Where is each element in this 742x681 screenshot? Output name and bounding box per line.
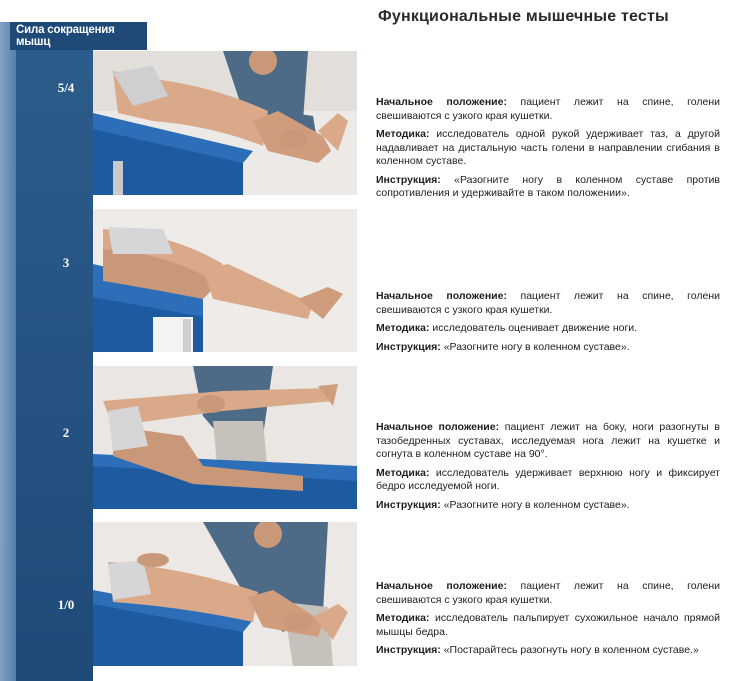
- method-label: Методика:: [376, 322, 430, 334]
- instruction-label: Инструкция:: [376, 340, 441, 353]
- method-label: Методика:: [376, 128, 430, 140]
- start-position-text: пациент лежит на спине, голени свешиваются с узкого края кушетки.: [376, 96, 720, 122]
- instruction-label: Инструкция:: [376, 644, 441, 656]
- method-paragraph: [376, 467, 720, 494]
- method-paragraph: [376, 612, 720, 639]
- band-edge-strip: [0, 22, 16, 681]
- method-paragraph: [376, 128, 720, 169]
- instruction-text: «Разогните ногу в коленном суставе».: [440, 340, 630, 353]
- grade-label-3: 3: [62, 255, 70, 270]
- instruction-text: «Постарайтесь разогнуть ногу в коленном суставе.»: [440, 644, 699, 656]
- method-text: исследователь оценивает движение ноги.: [429, 322, 638, 334]
- start-position-paragraph: [376, 580, 720, 607]
- start-position-text: пациент лежит на спине, голени свешиваются с узкого края кушетки.: [376, 290, 720, 316]
- instruction-paragraph: [376, 499, 720, 513]
- start-position-label: Начальное положение:: [376, 96, 507, 108]
- grade-label-5-4: 5/4: [57, 80, 75, 95]
- photo-grade-1-0: [93, 522, 357, 666]
- start-position-paragraph: [376, 421, 720, 462]
- panel-text-3: [376, 290, 720, 359]
- method-text: исследователь пальпирует сухожильное начало прямой мышцы бедра.: [376, 612, 720, 638]
- panel-text-2: [376, 421, 720, 517]
- instruction-label: Инструкция:: [376, 498, 441, 511]
- method-text: исследователь удерживает верхнюю ногу и фиксирует бедро исследуемой ноги.: [376, 466, 720, 492]
- instruction-text: «Разогните ногу в коленном суставе».: [440, 498, 630, 511]
- instruction-paragraph: [376, 174, 720, 201]
- photo-grade-3: [93, 209, 357, 352]
- instruction-paragraph: [376, 644, 720, 658]
- panel-text-5-4: [376, 96, 720, 206]
- method-label: Методика:: [376, 612, 430, 624]
- method-label: Методика:: [376, 466, 430, 479]
- grade-label-2: 2: [62, 425, 70, 440]
- method-paragraph: [376, 322, 720, 336]
- start-position-text: пациент лежит на спине, голени свешиваются с узкого края кушетки.: [376, 580, 720, 606]
- muscle-strength-header: Сила сокращения мышц: [10, 22, 147, 50]
- method-text: исследователь одной рукой удерживает таз, а другой надавливает на дистальную часть голени в направлении сгибания в коленном суставе.: [376, 128, 720, 167]
- instruction-text: «Разогните ногу в коленном суставе против сопротивления и удерживайте в таком положении».: [376, 173, 720, 199]
- instruction-label: Инструкция:: [376, 173, 441, 186]
- instruction-paragraph: [376, 341, 720, 355]
- photo-grade-5-4: [93, 51, 357, 195]
- grade-label-1-0: 1/0: [57, 597, 75, 612]
- panel-text-1-0: [376, 580, 720, 663]
- start-position-label: Начальное положение:: [376, 290, 507, 302]
- start-position-paragraph: [376, 290, 720, 317]
- start-position-text: пациент лежит на боку, ноги разогнуты в тазобедренных суставах, исследуемая нога лежит на кушетке и согнута в коленном суставе на 90°.: [376, 421, 720, 460]
- photo-grade-2: [93, 366, 357, 509]
- start-position-label: Начальное положение:: [376, 580, 507, 592]
- start-position-paragraph: [376, 96, 720, 123]
- page-title: Функциональные мышечные тесты: [378, 8, 669, 25]
- start-position-label: Начальное положение:: [376, 421, 500, 433]
